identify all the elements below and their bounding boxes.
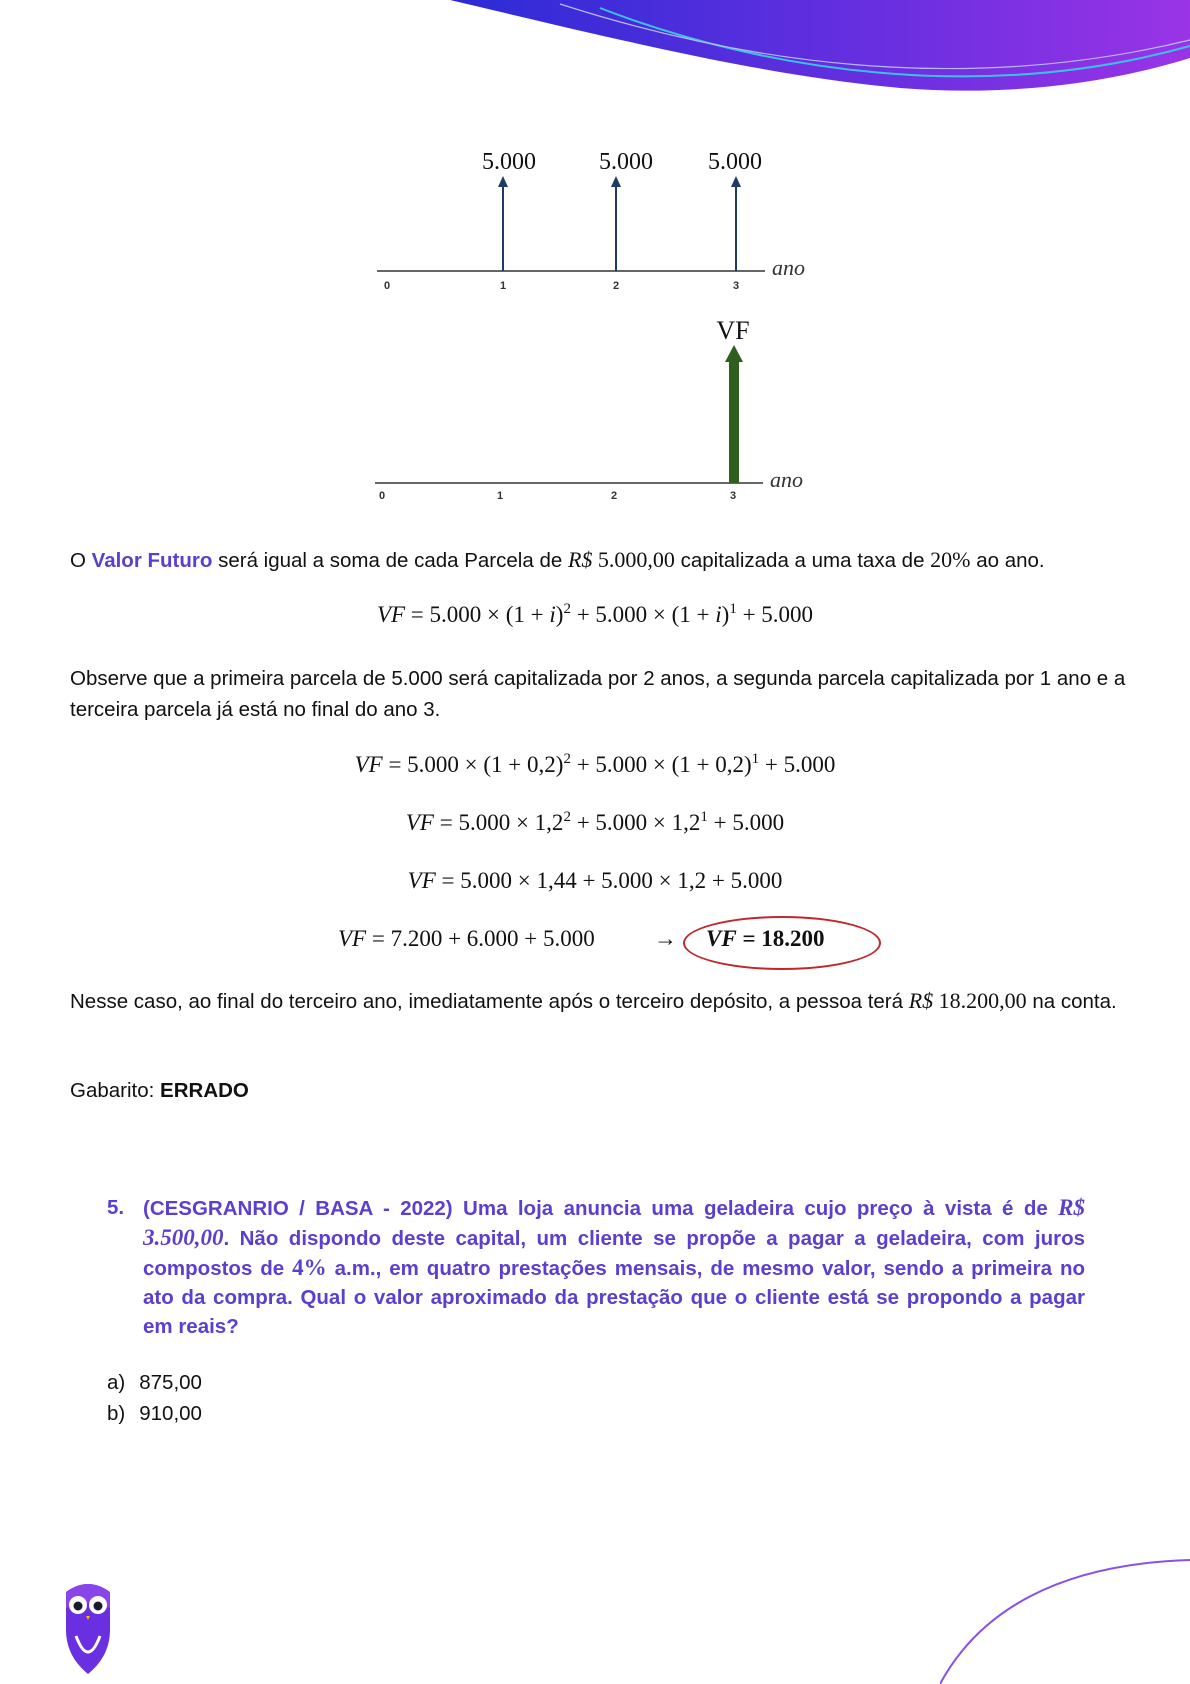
tick-0: 0 [383,280,391,292]
paragraph-conclusion: Nesse caso, ao final do terceiro ano, imediatamente após o terceiro depósito, a pessoa terá R$ 18.200,00 na conta. [70,988,1117,1013]
result-arrow: → [654,926,677,951]
paragraph-observe: Observe que a primeira parcela de 5.000 será capitalizada por 2 anos, a segunda parcela capitalizada por 1 ano e a terceira parcela já está no final do ano 3. [70,667,1126,721]
tick-2: 2 [610,490,618,502]
option-a[interactable]: a) 875,00 [107,1371,202,1394]
tick-1: 1 [499,280,507,292]
question-number: 5. [107,1196,125,1219]
cash-flow-diagram-future-value [370,310,830,510]
highlight-valor-futuro: Valor Futuro [91,549,213,572]
deposit-amount-1: 5.000 [482,149,536,175]
owl-logo-icon [60,1578,116,1676]
tick-3: 3 [729,490,737,502]
tick-2: 2 [612,280,620,292]
equation-3: VF = $5.000 \times 1,2^2 + 5.000 \times 1,2^1 + 5.000$ [405,809,785,835]
paragraph-valor-futuro: O Valor Futuro será igual a soma de cada Parcela de R$ 5.000,00 capitalizada a uma taxa de 20% ao ano. [70,547,1045,572]
answer-key: Gabarito: ERRADO [70,1079,249,1102]
equation-4: VF = 5.000 × 1,44 + 5.000 × 1,2 + 5.000 [407,868,783,893]
axis-label-ano: ano [770,467,803,492]
tick-1: 1 [496,490,504,502]
question-text: (CESGRANRIO / BASA - 2022) Uma loja anuncia uma geladeira cujo preço à vista é de R$ 3.500,00. Não dispondo deste capital, um cliente se propõe a pagar a geladeira, com juros compostos de 4% a.m., em quatro prestações mensais, de mesmo valor, sendo a primeira no ato da compra. Qual o valor aproximado da prestação que o cliente está se propondo a pagar em reais? [143,1195,1085,1338]
vf-label: VF [716,316,750,345]
bottom-curve-decoration [940,1550,1190,1684]
cash-flow-diagram-deposits [370,140,830,300]
equation-2: VF = $5.000 \times (1 + 0,2)^2 + 5.000 \times (1 + 0,2)^1 + 5.000$ [354,751,836,777]
deposit-arrow-1 [498,176,508,271]
equation-5-left: VF = 7.200 + 6.000 + 5.000 [338,926,595,951]
deposit-amount-2: 5.000 [599,149,653,175]
result-value: VF = 18.200 [706,926,825,951]
tick-3: 3 [732,280,740,292]
deposit-arrow-2 [611,176,621,271]
option-b[interactable]: b) 910,00 [107,1402,202,1425]
answer-key-value: ERRADO [160,1079,249,1102]
axis-label-ano: ano [772,255,805,280]
deposit-amount-3: 5.000 [708,149,762,175]
tick-0: 0 [378,490,386,502]
equation-1: VF = $5.000 \times (1 + i)^2 + 5.000 \times (1 + i)^1 + 5.000$ [376,601,814,627]
top-wave-decoration [0,0,1190,110]
deposit-arrow-3 [731,176,741,271]
vf-arrow [725,345,743,483]
